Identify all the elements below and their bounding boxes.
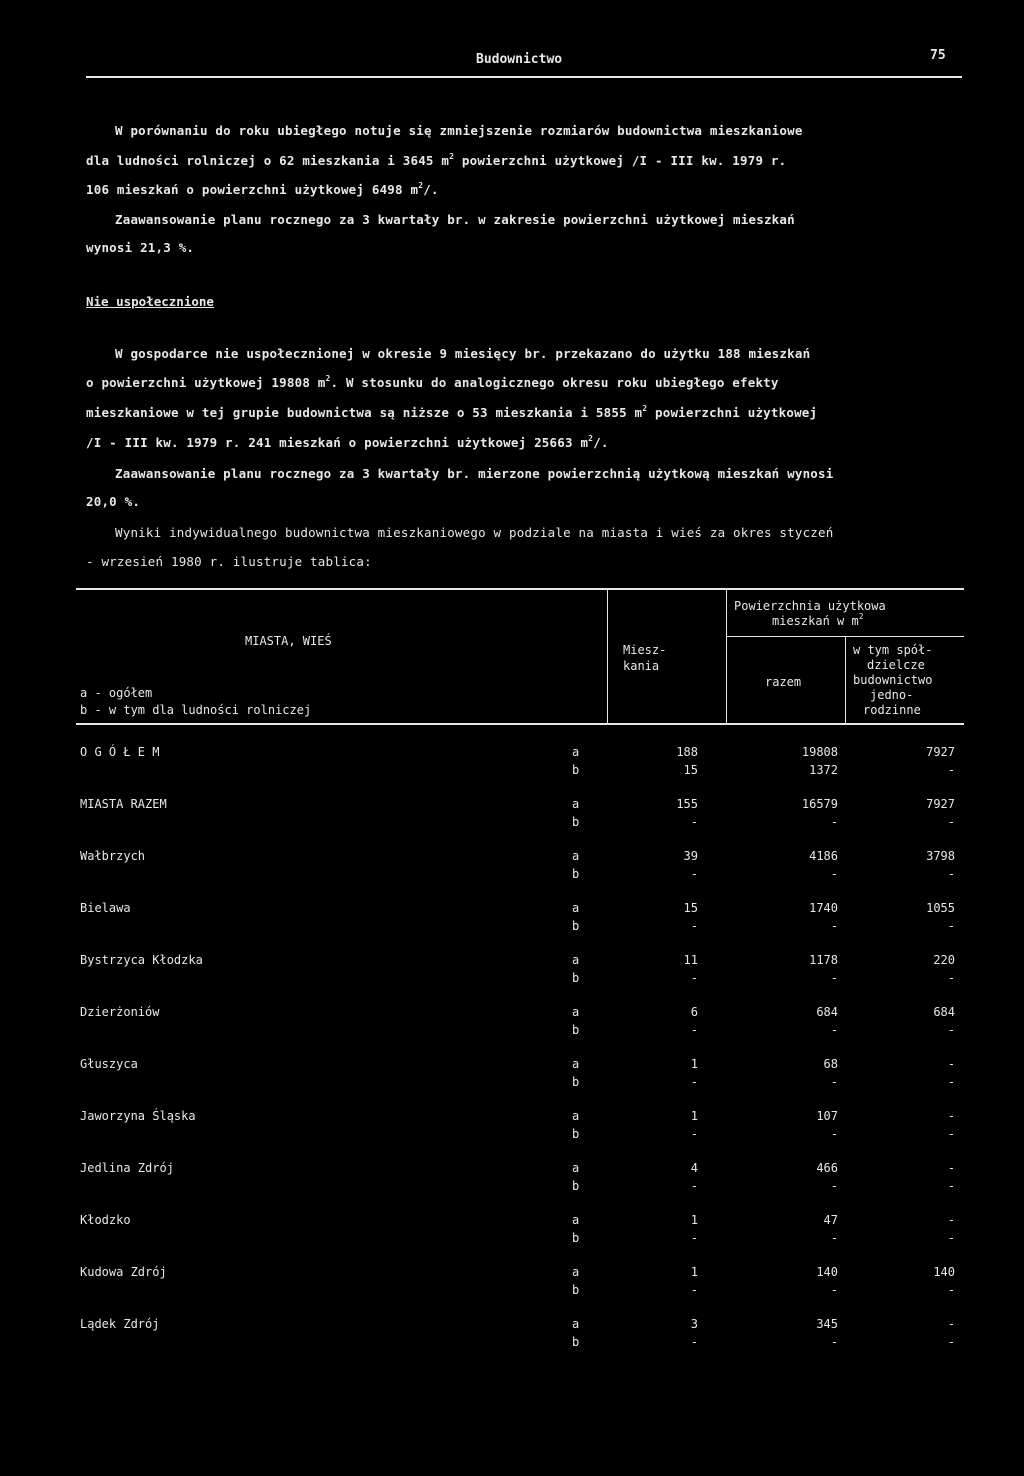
running-header: Budownictwo — [476, 52, 563, 67]
table-row-label: Kłodzko — [80, 1213, 131, 1227]
table-cell: 39 — [683, 849, 698, 863]
row-marker-b: b — [572, 919, 580, 933]
table-cell: - — [830, 1231, 838, 1245]
paragraph-line: W porównaniu do roku ubiegłego notuje się zmniejszenie rozmiarów budownictwa mieszkaniowe — [115, 123, 803, 138]
column-header-cooperative: dzielcze — [867, 658, 925, 672]
table-cell: 16579 — [801, 797, 838, 811]
row-marker-a: a — [572, 1109, 580, 1123]
row-marker-b: b — [572, 867, 580, 881]
table-cell: - — [690, 971, 698, 985]
table-cell: 220 — [933, 953, 955, 967]
table-column-divider — [845, 637, 846, 724]
table-cell: - — [690, 1023, 698, 1037]
row-marker-b: b — [572, 1075, 580, 1089]
table-cell: - — [830, 867, 838, 881]
table-cell: 68 — [823, 1057, 838, 1071]
table-cell: - — [947, 815, 955, 829]
table-cell: 47 — [823, 1213, 838, 1227]
table-cell: - — [830, 1023, 838, 1037]
table-cell: - — [947, 1109, 955, 1123]
table-cell: 188 — [676, 745, 698, 759]
table-column-divider — [607, 589, 608, 724]
table-cell: - — [947, 1023, 955, 1037]
table-top-rule — [76, 588, 964, 590]
column-header-usable-area: Powierzchnia użytkowa — [734, 599, 886, 613]
row-marker-b: b — [572, 1179, 580, 1193]
table-cell: 4186 — [809, 849, 838, 863]
table-cell: 4 — [690, 1161, 698, 1175]
table-cell: 15 — [683, 763, 698, 777]
table-row-label: Lądek Zdrój — [80, 1317, 160, 1331]
paragraph-line: - wrzesień 1980 r. ilustruje tablica: — [86, 554, 372, 569]
table-cell: 1740 — [809, 901, 838, 915]
table-row-label: Dzierżoniów — [80, 1005, 160, 1019]
table-cell: 140 — [933, 1265, 955, 1279]
column-header-total: razem — [765, 675, 802, 689]
paragraph-line: 106 mieszkań o powierzchni użytkowej 6498 $m^2/$. — [86, 181, 439, 197]
table-cell: 15 — [683, 901, 698, 915]
row-marker-a: a — [572, 1213, 580, 1227]
row-marker-b: b — [572, 971, 580, 985]
table-cell: - — [947, 971, 955, 985]
column-header-places: MIASTA, WIEŚ — [245, 634, 332, 648]
table-cell: 1055 — [926, 901, 955, 915]
row-marker-a: a — [572, 901, 580, 915]
table-cell: 466 — [816, 1161, 838, 1175]
paragraph-line: Wyniki indywidualnego budownictwa mieszkaniowego w podziale na miasta i wieś za okres styczeń — [115, 525, 834, 540]
table-cell: - — [690, 1335, 698, 1349]
row-marker-a: a — [572, 1005, 580, 1019]
paragraph-line: W gospodarce nie uspołecznionej w okresie 9 miesięcy br. przekazano do użytku 188 mieszkań — [115, 346, 811, 361]
table-cell: - — [947, 1335, 955, 1349]
table-cell: - — [830, 1283, 838, 1297]
table-cell: - — [947, 919, 955, 933]
table-cell: 1 — [690, 1057, 698, 1071]
table-cell: 107 — [816, 1109, 838, 1123]
section-title: Nie uspołecznione — [86, 294, 214, 309]
paragraph-line: 20,0 %. — [86, 494, 141, 509]
table-cell: - — [947, 1127, 955, 1141]
paragraph-line: o powierzchni użytkowej 19808 $m^2$. W stosunku do analogicznego okresu roku ubiegłego efekty — [86, 374, 779, 390]
table-cell: - — [690, 919, 698, 933]
column-header-usable-area: mieszkań w $m^2$ — [772, 612, 864, 628]
table-cell: - — [690, 1075, 698, 1089]
paragraph-line: Zaawansowanie planu rocznego za 3 kwartały br. w zakresie powierzchni użytkowej mieszkań — [115, 212, 795, 227]
table-cell: 3 — [690, 1317, 698, 1331]
row-marker-a: a — [572, 849, 580, 863]
table-column-divider — [726, 589, 727, 724]
table-cell: 140 — [816, 1265, 838, 1279]
table-cell: 684 — [816, 1005, 838, 1019]
table-cell: 7927 — [926, 797, 955, 811]
table-cell: - — [947, 1075, 955, 1089]
table-row-label: Bielawa — [80, 901, 131, 915]
table-cell: - — [830, 971, 838, 985]
row-marker-b: b — [572, 1231, 580, 1245]
table-cell: 1 — [690, 1109, 698, 1123]
page-number: 75 — [930, 48, 946, 63]
table-header-rule — [76, 723, 964, 725]
table-cell: 1 — [690, 1213, 698, 1227]
table-cell: - — [830, 1075, 838, 1089]
paragraph-line: dla ludności rolniczej o 62 mieszkania i 3645 $m^2$ powierzchni użytkowej /I - III kw. 1979 r. — [86, 152, 787, 168]
column-header-cooperative: w tym spół- — [853, 643, 933, 657]
table-cell: 7927 — [926, 745, 955, 759]
paragraph-line: mieszkaniowe w tej grupie budownictwa są niższe o 53 mieszkania i 5855 $m^2$ powierzchni użytkowej — [86, 404, 818, 420]
row-marker-a: a — [572, 745, 580, 759]
table-cell: - — [690, 815, 698, 829]
column-header-cooperative: budownictwo — [853, 673, 933, 687]
table-cell: - — [830, 1335, 838, 1349]
table-cell: 345 — [816, 1317, 838, 1331]
table-cell: - — [947, 1283, 955, 1297]
table-cell: - — [690, 867, 698, 881]
table-cell: 1178 — [809, 953, 838, 967]
table-cell: 6 — [690, 1005, 698, 1019]
table-cell: - — [947, 1057, 955, 1071]
table-cell: 19808 — [801, 745, 838, 759]
table-row-label: Głuszyca — [80, 1057, 138, 1071]
column-header-legend-b: b - w tym dla ludności rolniczej — [80, 703, 312, 717]
table-cell: - — [947, 1213, 955, 1227]
table-cell: - — [830, 815, 838, 829]
table-row-label: Jaworzyna Śląska — [80, 1109, 196, 1123]
row-marker-a: a — [572, 1057, 580, 1071]
paragraph-line: wynosi 21,3 %. — [86, 240, 195, 255]
column-header-dwellings: kania — [623, 659, 660, 673]
table-row-label: Wałbrzych — [80, 849, 146, 863]
table-cell: - — [690, 1283, 698, 1297]
table-cell: 684 — [933, 1005, 955, 1019]
table-cell: - — [947, 1161, 955, 1175]
table-cell: 11 — [683, 953, 698, 967]
row-marker-b: b — [572, 1023, 580, 1037]
row-marker-a: a — [572, 1161, 580, 1175]
table-cell: - — [690, 1127, 698, 1141]
table-row-label: Kudowa Zdrój — [80, 1265, 167, 1279]
row-marker-b: b — [572, 1335, 580, 1349]
table-row-label: MIASTA RAZEM — [80, 797, 167, 811]
table-cell: 155 — [676, 797, 698, 811]
column-header-legend-a: a - ogółem — [80, 686, 153, 700]
table-cell: 3798 — [926, 849, 955, 863]
table-row-label: O G Ó Ł E M — [80, 745, 160, 759]
paragraph-line: /I - III kw. 1979 r. 241 mieszkań o powierzchni użytkowej 25663 $m^2/$. — [86, 434, 609, 450]
row-marker-b: b — [572, 815, 580, 829]
row-marker-a: a — [572, 1265, 580, 1279]
table-cell: - — [690, 1179, 698, 1193]
row-marker-a: a — [572, 1317, 580, 1331]
table-cell: - — [690, 1231, 698, 1245]
table-cell: - — [947, 867, 955, 881]
paragraph-line: Zaawansowanie planu rocznego za 3 kwartały br. mierzone powierzchnią użytkową mieszkań wynosi — [115, 466, 834, 481]
table-cell: - — [947, 1179, 955, 1193]
row-marker-b: b — [572, 1127, 580, 1141]
table-cell: 1372 — [809, 763, 838, 777]
row-marker-a: a — [572, 797, 580, 811]
table-cell: - — [830, 1179, 838, 1193]
table-cell: - — [947, 763, 955, 777]
header-rule — [86, 76, 962, 78]
table-row-label: Jedlina Zdrój — [80, 1161, 174, 1175]
column-header-cooperative: jedno- — [870, 688, 914, 702]
column-header-cooperative: rodzinne — [863, 703, 921, 717]
table-cell: - — [947, 1317, 955, 1331]
row-marker-b: b — [572, 763, 580, 777]
column-header-dwellings: Miesz- — [623, 643, 667, 657]
table-cell: 1 — [690, 1265, 698, 1279]
row-marker-b: b — [572, 1283, 580, 1297]
table-cell: - — [947, 1231, 955, 1245]
row-marker-a: a — [572, 953, 580, 967]
table-cell: - — [830, 919, 838, 933]
table-cell: - — [830, 1127, 838, 1141]
table-row-label: Bystrzyca Kłodzka — [80, 953, 203, 967]
